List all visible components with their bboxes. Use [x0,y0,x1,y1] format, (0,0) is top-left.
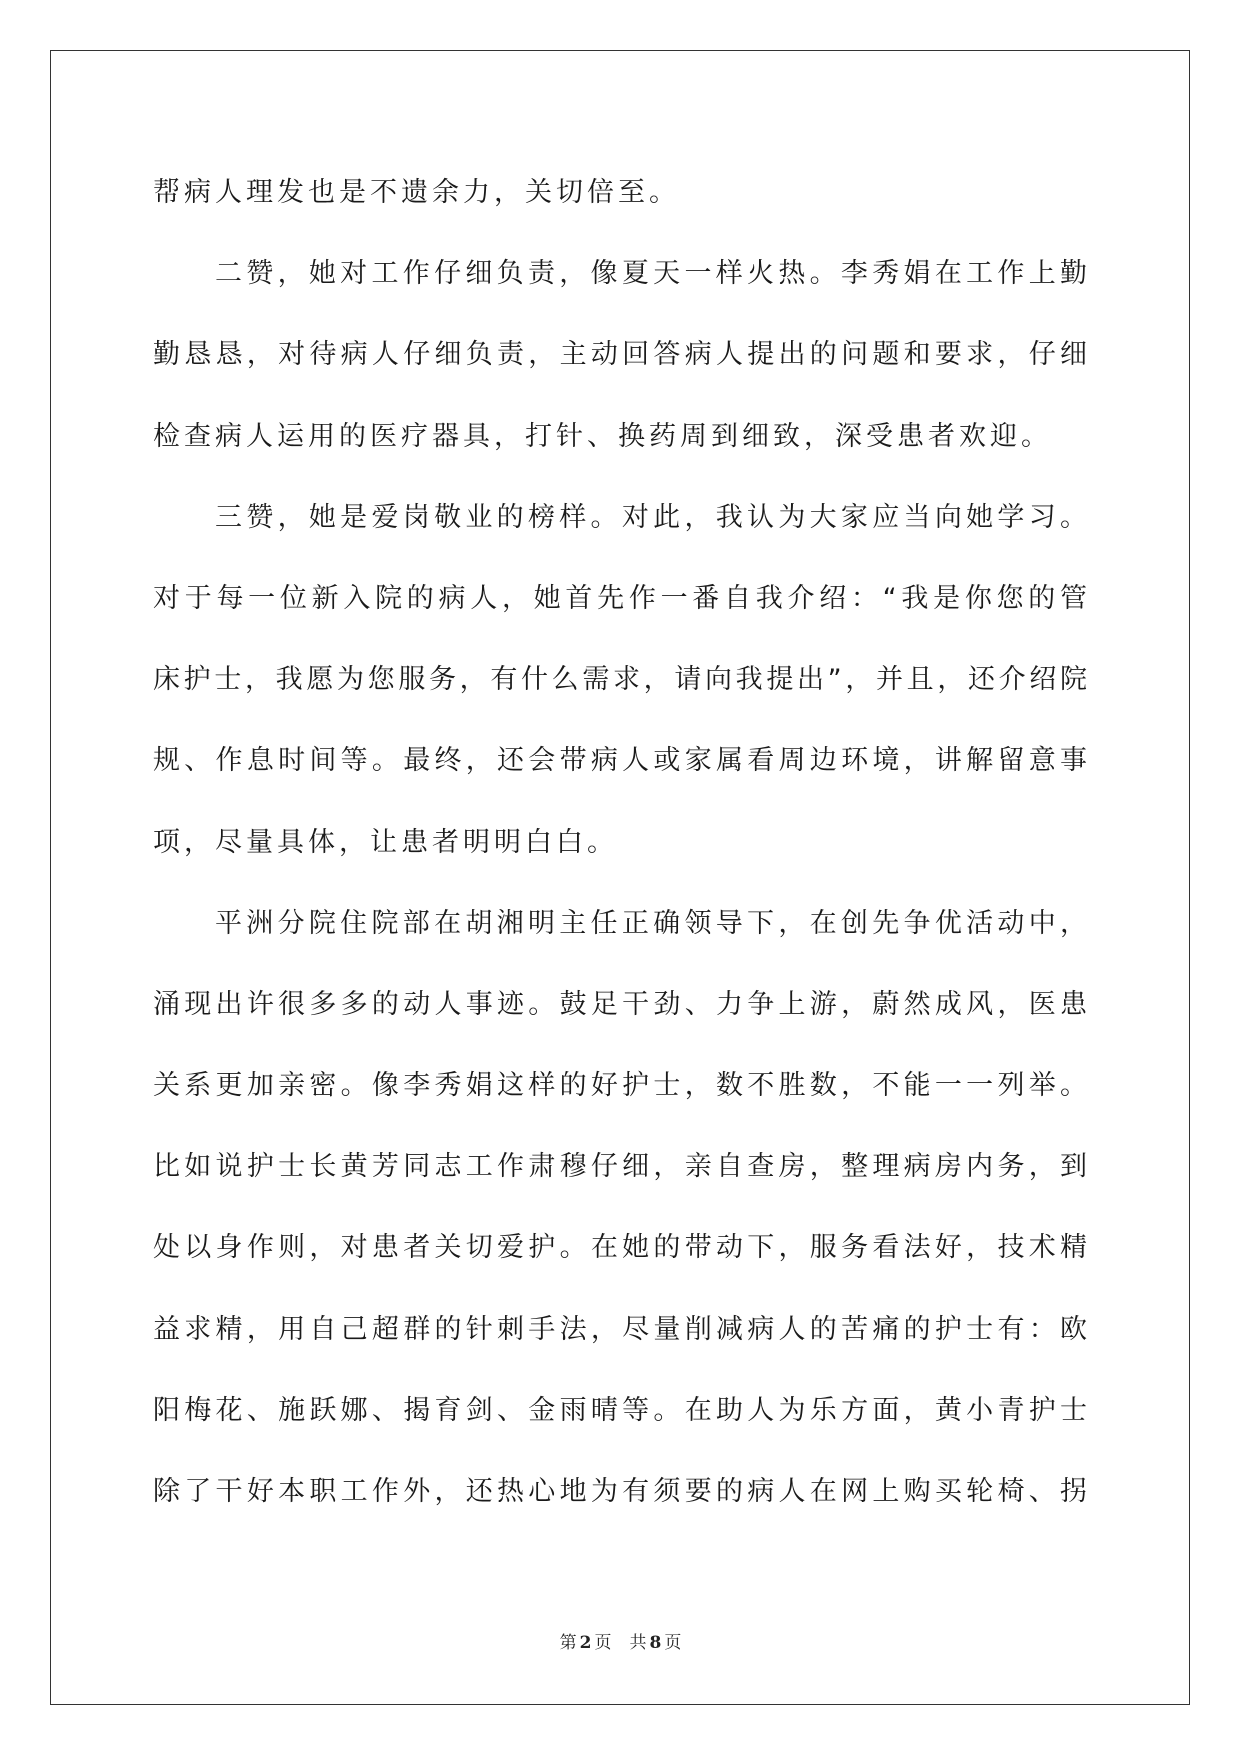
text-line: 检查病人运用的医疗器具，打针、换药周到细致，深受患者欢迎。 [153,420,1052,452]
text-line: 帮病人理发也是不遗余力，关切倍至。 [153,177,680,208]
current-page-suffix: 页 [594,1633,612,1653]
text-line: 比如说护士长黄芳同志工作肃穆仔细，亲自查房，整理病房内务，到 [153,1151,1087,1183]
text-line: 床护士，我愿为您服务，有什么需求，请向我提出”，并且，还介绍院 [153,664,1087,696]
document-body [153,152,1087,1532]
text-line: 关系更加亲密。像李秀娟这样的好护士，数不胜数，不能一一列举。 [153,1070,1087,1102]
text-line: 二赞，她对工作仔细负责，像夏天一样火热。李秀娟在工作上勤 [215,258,1087,290]
text-line: 阳梅花、施跃娜、揭育剑、金雨晴等。在助人为乐方面，黄小青护士 [153,1394,1087,1426]
text-line: 对于每一位新入院的病人，她首先作一番自我介绍：“我是你您的管 [153,582,1087,614]
total-pages-number: 8 [649,1633,662,1653]
text-line: 规、作息时间等。最终，还会带病人或家属看周边环境，讲解留意事 [153,745,1087,777]
total-pages-prefix: 共 [629,1633,647,1653]
text-line: 涌现出许很多多的动人事迹。鼓足干劲、力争上游，蔚然成风，医患 [153,988,1087,1020]
text-line: 处以身作则，对患者关切爱护。在她的带动下，服务看法好，技术精 [153,1232,1087,1264]
current-page-number: 2 [579,1633,592,1653]
text-line: 平洲分院住院部在胡湘明主任正确领导下，在创先争优活动中， [215,907,1087,939]
text-line: 除了干好本职工作外，还热心地为有须要的病人在网上购买轮椅、拐 [153,1476,1087,1507]
text-line: 勤恳恳，对待病人仔细负责，主动回答病人提出的问题和要求，仔细 [153,339,1087,371]
text-line: 益求精，用自己超群的针刺手法，尽量削减病人的苦痛的护士有：欧 [153,1313,1087,1345]
page-footer [0,1628,1241,1653]
text-line: 三赞，她是爱岗敬业的榜样。对此，我认为大家应当向她学习。 [215,501,1087,533]
total-pages-suffix: 页 [664,1633,682,1653]
current-page-prefix: 第 [559,1633,577,1653]
text-line: 项，尽量具体，让患者明明白白。 [153,826,618,858]
